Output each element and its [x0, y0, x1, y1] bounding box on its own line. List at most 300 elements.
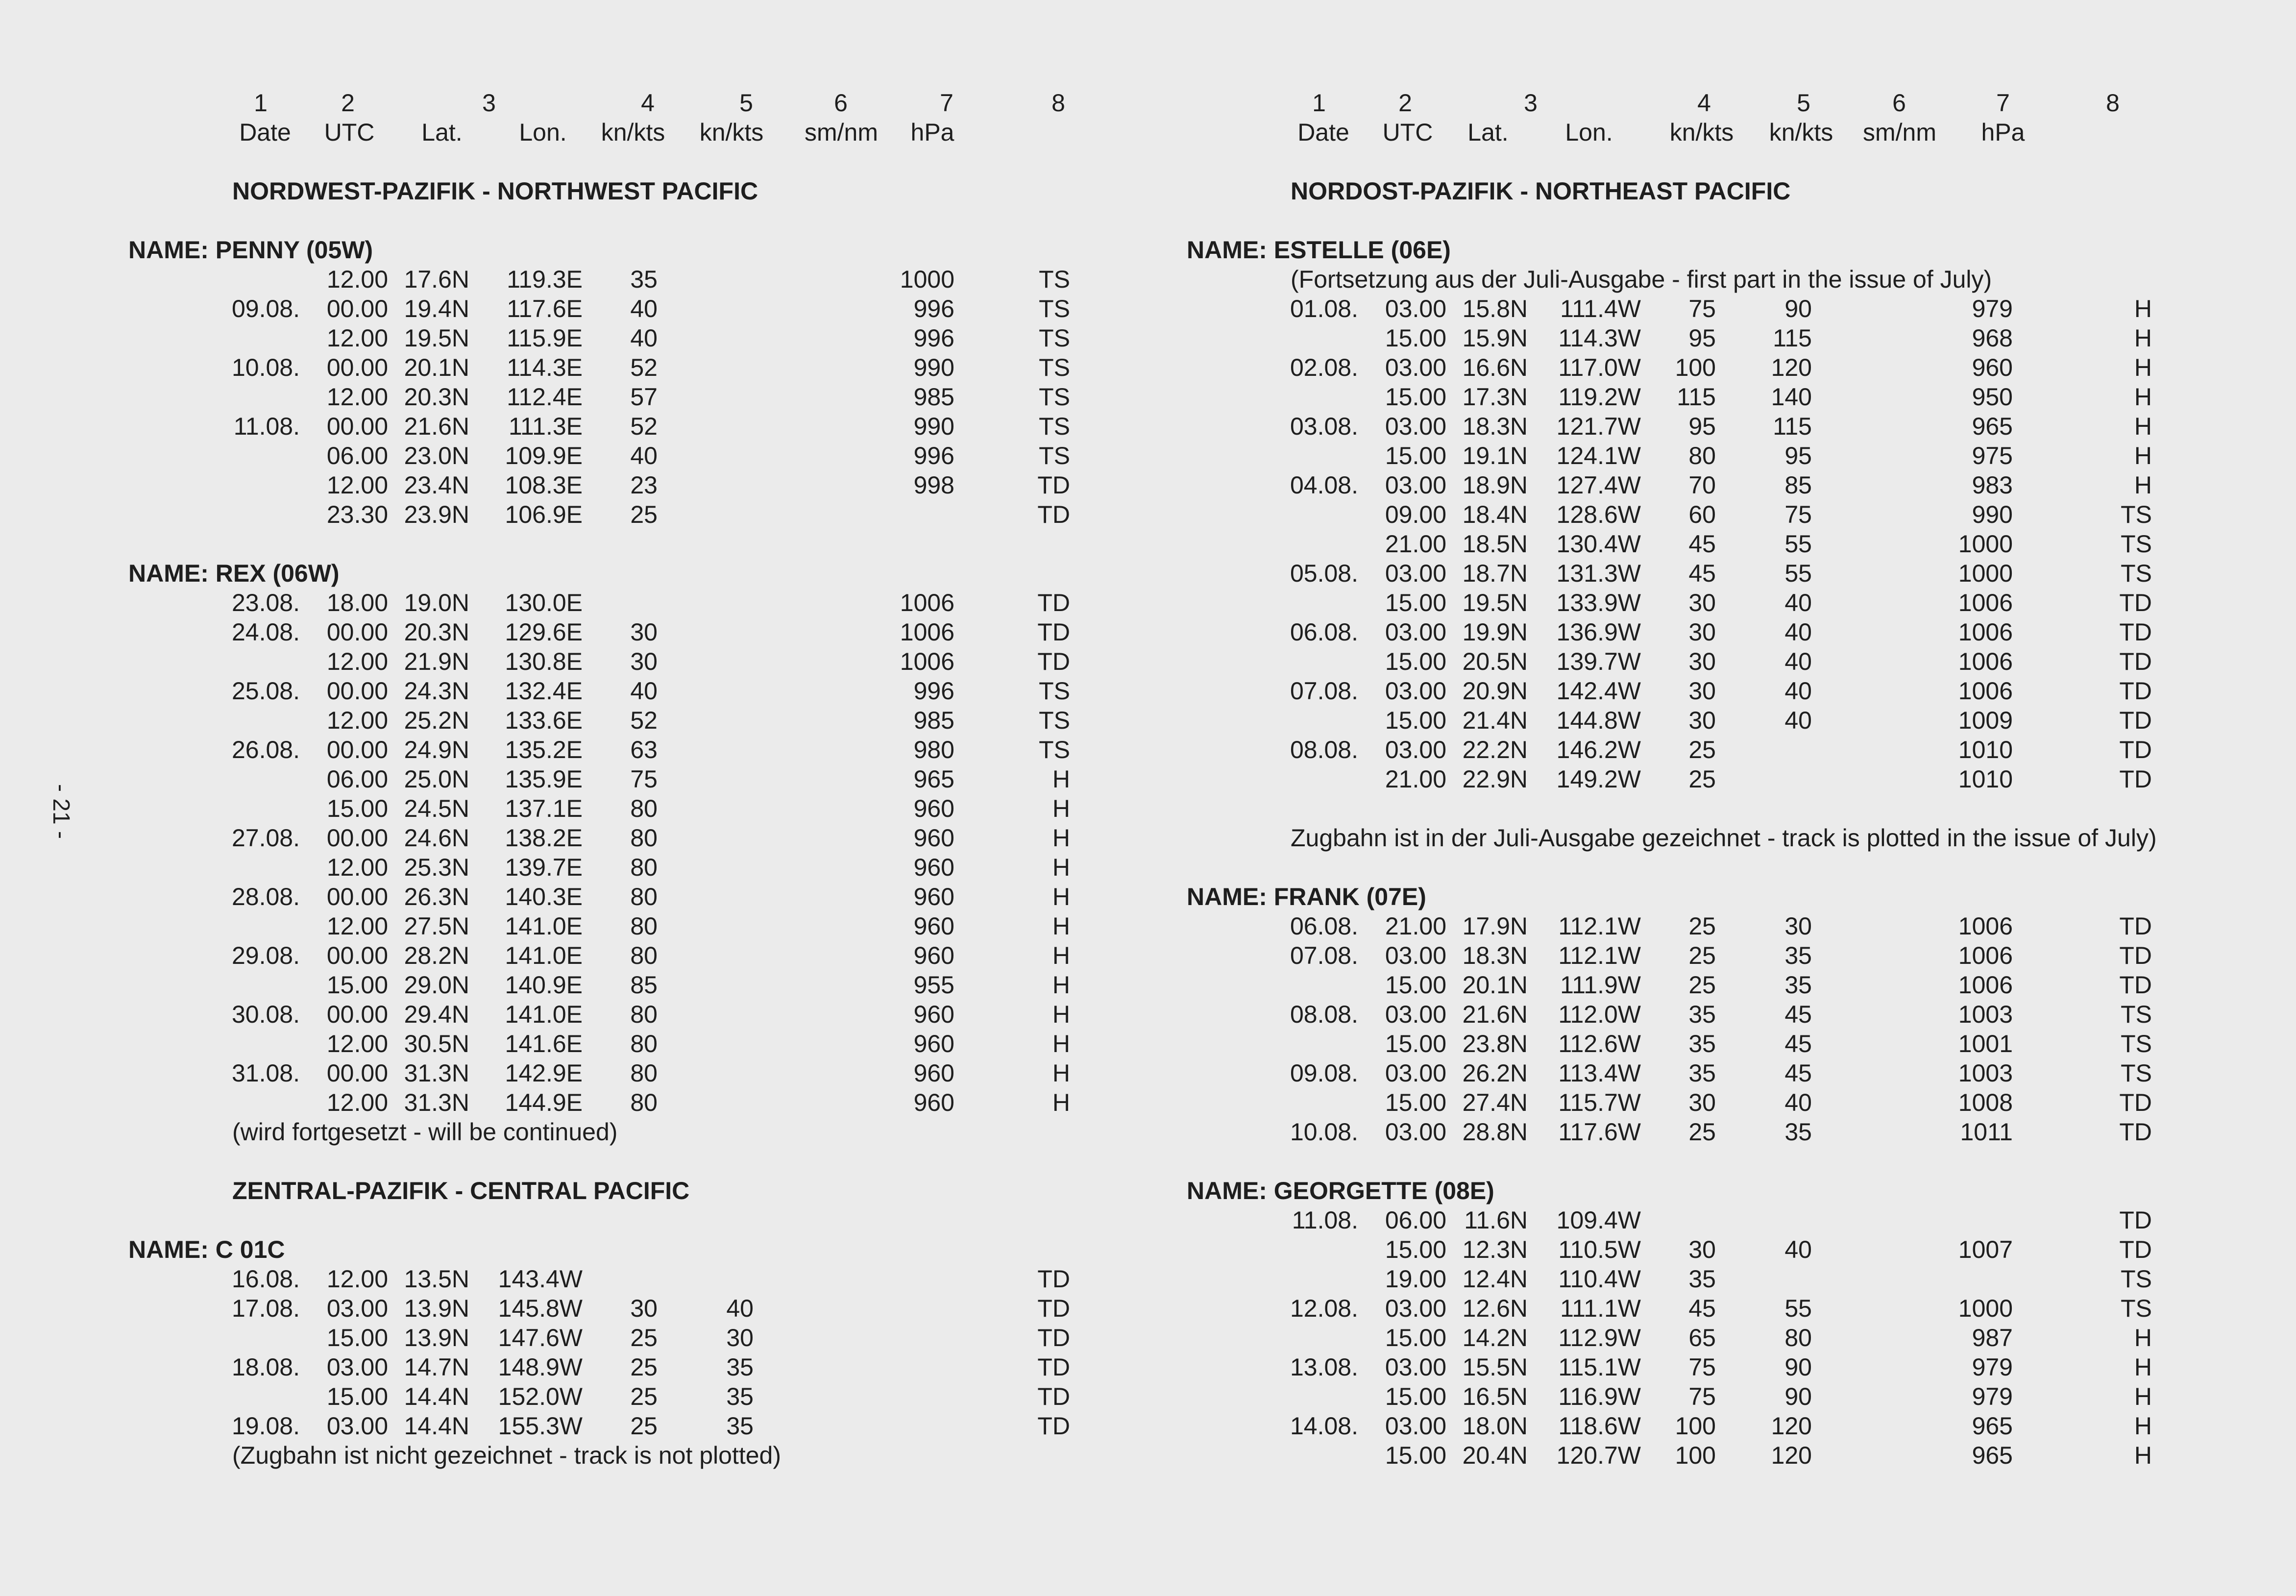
- storm-name: [1058, 235, 2166, 265]
- class-cell: TD: [2119, 1118, 2152, 1146]
- lat-cell: 20.9N: [1462, 677, 1528, 705]
- table-row: [0, 970, 1107, 1000]
- wind-kts-cell: 140: [1771, 383, 1812, 411]
- wind-kn-cell: 100: [1675, 354, 1716, 381]
- wind-kts-cell: 40: [1784, 1236, 1812, 1263]
- lat-cell: 12.3N: [1462, 1236, 1528, 1263]
- lat-cell: 16.6N: [1462, 354, 1528, 381]
- table-row: [0, 1323, 1107, 1352]
- utc-cell: 21.00: [1385, 765, 1446, 793]
- column-label-row: [0, 118, 1107, 147]
- column-number: 8: [1051, 89, 1065, 117]
- class-cell: H: [1052, 1001, 1070, 1028]
- pressure-cell: 1000: [1958, 1295, 2013, 1322]
- wind-kts-cell: 30: [726, 1324, 754, 1351]
- class-cell: TD: [2119, 1236, 2152, 1263]
- wind-kn-cell: 75: [1688, 1383, 1716, 1410]
- wind-kts-cell: 90: [1784, 1353, 1812, 1381]
- lat-cell: 13.5N: [404, 1265, 469, 1293]
- pressure-cell: 960: [1972, 354, 2013, 381]
- wind-kts-cell: 35: [1784, 1118, 1812, 1146]
- lon-cell: 114.3W: [1558, 324, 1641, 352]
- class-cell: H: [2134, 1442, 2152, 1469]
- wind-kn-cell: 25: [630, 1383, 658, 1410]
- pressure-cell: 1006: [1958, 942, 2013, 969]
- pressure-cell: 996: [913, 442, 954, 469]
- class-cell: TD: [2119, 765, 2152, 793]
- lon-cell: 135.9E: [505, 765, 583, 793]
- table-row: [1058, 764, 2166, 794]
- table-row: [1058, 353, 2166, 382]
- lon-cell: 142.9E: [505, 1059, 583, 1087]
- utc-cell: 03.00: [1385, 471, 1446, 499]
- utc-cell: 03.00: [1385, 736, 1446, 763]
- lat-cell: 12.4N: [1462, 1265, 1528, 1293]
- class-cell: TD: [2119, 707, 2152, 734]
- lon-cell: 149.2W: [1556, 765, 1641, 793]
- wind-kn-cell: 40: [630, 677, 658, 705]
- pressure-cell: 1006: [1958, 677, 2013, 705]
- lat-cell: 17.9N: [1462, 912, 1528, 940]
- pressure-cell: 1000: [1958, 560, 2013, 587]
- table-row: [1058, 412, 2166, 441]
- table-row: [0, 794, 1107, 823]
- column-number: 7: [940, 89, 953, 117]
- table-row: [0, 294, 1107, 323]
- lat-cell: 31.3N: [404, 1059, 469, 1087]
- class-cell: H: [1052, 1030, 1070, 1057]
- wind-kn-cell: 25: [630, 1353, 658, 1381]
- class-cell: H: [2134, 1324, 2152, 1351]
- pressure-cell: 985: [913, 707, 954, 734]
- column-label: kn/kts: [1669, 119, 1734, 146]
- lat-cell: 19.4N: [404, 295, 469, 322]
- lat-cell: 29.4N: [404, 1001, 469, 1028]
- table-row: [0, 911, 1107, 941]
- class-cell: H: [2134, 413, 2152, 440]
- utc-cell: 12.00: [326, 648, 388, 675]
- lat-cell: 17.3N: [1462, 383, 1528, 411]
- lon-cell: 136.9W: [1556, 618, 1641, 646]
- lat-cell: 21.4N: [1462, 707, 1528, 734]
- wind-kn-cell: 35: [1688, 1030, 1716, 1057]
- lat-cell: 15.5N: [1462, 1353, 1528, 1381]
- utc-cell: 12.00: [326, 854, 388, 881]
- wind-kts-cell: 55: [1784, 1295, 1812, 1322]
- date-cell: 24.08.: [231, 618, 300, 646]
- wind-kn-cell: 57: [630, 383, 658, 411]
- column-number: 5: [739, 89, 753, 117]
- lat-cell: 18.5N: [1462, 530, 1528, 558]
- lat-cell: 20.3N: [404, 618, 469, 646]
- lat-cell: 24.3N: [404, 677, 469, 705]
- date-cell: 02.08.: [1290, 354, 1358, 381]
- date-cell: 16.08.: [231, 1265, 300, 1293]
- wind-kts-cell: 55: [1784, 530, 1812, 558]
- storm-name: [1058, 882, 2166, 911]
- column-number: 4: [641, 89, 655, 117]
- region-label: NORDOST-PAZIFIK - NORTHEAST PACIFIC: [1291, 177, 1791, 205]
- table-row: [0, 1058, 1107, 1088]
- pressure-cell: 1000: [1958, 530, 2013, 558]
- utc-cell: 15.00: [1385, 1236, 1446, 1263]
- lon-cell: 141.0E: [505, 1001, 583, 1028]
- utc-cell: 15.00: [326, 1383, 388, 1410]
- column-number: 1: [254, 89, 268, 117]
- utc-cell: 03.00: [1385, 1295, 1446, 1322]
- class-cell: TS: [1039, 324, 1070, 352]
- lat-cell: 13.9N: [404, 1295, 469, 1322]
- date-cell: 10.08.: [1290, 1118, 1358, 1146]
- date-cell: 25.08.: [231, 677, 300, 705]
- pressure-cell: 965: [1972, 413, 2013, 440]
- date-cell: 09.08.: [231, 295, 300, 322]
- wind-kts-cell: 45: [1784, 1001, 1812, 1028]
- pressure-cell: 996: [913, 324, 954, 352]
- table-row: [0, 676, 1107, 706]
- table-row: [0, 823, 1107, 853]
- column-label: sm/nm: [1863, 119, 1936, 146]
- column-number: 6: [1892, 89, 1906, 117]
- table-row: [1058, 617, 2166, 647]
- lon-cell: 130.0E: [505, 589, 583, 616]
- wind-kn-cell: 25: [630, 1412, 658, 1440]
- lon-cell: 112.1W: [1558, 942, 1641, 969]
- class-cell: TS: [1039, 442, 1070, 469]
- wind-kn-cell: 80: [630, 854, 658, 881]
- lon-cell: 129.6E: [505, 618, 583, 646]
- date-cell: 09.08.: [1290, 1059, 1358, 1087]
- lon-cell: 119.3E: [507, 266, 583, 293]
- lon-cell: 140.3E: [505, 883, 583, 910]
- lat-cell: 24.9N: [404, 736, 469, 763]
- wind-kn-cell: 80: [630, 1089, 658, 1116]
- lat-cell: 18.3N: [1462, 413, 1528, 440]
- lon-cell: 109.9E: [505, 442, 583, 469]
- column-label: kn/kts: [699, 119, 764, 146]
- class-cell: TD: [2119, 1089, 2152, 1116]
- pressure-cell: 960: [913, 1030, 954, 1057]
- lat-cell: 19.5N: [1462, 589, 1528, 616]
- lat-cell: 14.4N: [404, 1383, 469, 1410]
- lat-cell: 20.3N: [404, 383, 469, 411]
- pressure-cell: 960: [913, 795, 954, 822]
- wind-kts-cell: 85: [1784, 471, 1812, 499]
- table-row: [0, 1411, 1107, 1441]
- wind-kts-cell: 40: [1784, 648, 1812, 675]
- name-label: NAME: FRANK (07E): [1187, 883, 1426, 910]
- class-cell: TD: [2119, 618, 2152, 646]
- table-row: [0, 735, 1107, 764]
- storm-name: [0, 1235, 1107, 1264]
- class-cell: H: [1052, 883, 1070, 910]
- lon-cell: 112.4E: [507, 383, 583, 411]
- column-label: Lat.: [421, 119, 463, 146]
- lon-cell: 108.3E: [505, 471, 583, 499]
- table-row: [1058, 911, 2166, 941]
- lat-cell: 14.2N: [1462, 1324, 1528, 1351]
- class-cell: H: [1052, 854, 1070, 881]
- class-cell: TD: [1037, 1265, 1070, 1293]
- column-label: Lon.: [519, 119, 567, 146]
- wind-kn-cell: 45: [1688, 530, 1716, 558]
- wind-kn-cell: 65: [1688, 1324, 1716, 1351]
- lat-cell: 16.5N: [1462, 1383, 1528, 1410]
- wind-kn-cell: 40: [630, 295, 658, 322]
- wind-kts-cell: 35: [726, 1383, 754, 1410]
- wind-kn-cell: 75: [1688, 295, 1716, 322]
- utc-cell: 00.00: [326, 354, 388, 381]
- date-cell: 05.08.: [1290, 560, 1358, 587]
- pressure-cell: 1009: [1958, 707, 2013, 734]
- column-number: 8: [2106, 89, 2120, 117]
- utc-cell: 15.00: [1385, 1089, 1446, 1116]
- wind-kn-cell: 70: [1688, 471, 1716, 499]
- pressure-cell: 965: [913, 765, 954, 793]
- storm-name: [0, 235, 1107, 265]
- pressure-cell: 1000: [900, 266, 954, 293]
- wind-kn-cell: 40: [630, 442, 658, 469]
- region-heading: [1058, 176, 2166, 206]
- class-cell: H: [1052, 912, 1070, 940]
- column-label: UTC: [1382, 119, 1433, 146]
- wind-kts-cell: 30: [1784, 912, 1812, 940]
- lon-cell: 144.9E: [505, 1089, 583, 1116]
- utc-cell: 03.00: [1385, 354, 1446, 381]
- wind-kts-cell: 40: [1784, 707, 1812, 734]
- utc-cell: 03.00: [1385, 1118, 1446, 1146]
- table-row: [1058, 500, 2166, 529]
- wind-kts-cell: 35: [1784, 942, 1812, 969]
- date-cell: 23.08.: [231, 589, 300, 616]
- column-number-row: [1058, 88, 2166, 118]
- lon-cell: 112.6W: [1558, 1030, 1641, 1057]
- date-cell: 03.08.: [1290, 413, 1358, 440]
- table-row: [0, 1088, 1107, 1117]
- storm-name: [1058, 1176, 2166, 1205]
- lon-cell: 143.4W: [498, 1265, 583, 1293]
- column-number: 4: [1697, 89, 1711, 117]
- utc-cell: 12.00: [326, 1265, 388, 1293]
- date-cell: 08.08.: [1290, 1001, 1358, 1028]
- table-row: [1058, 1382, 2166, 1411]
- class-cell: H: [2134, 295, 2152, 322]
- pressure-cell: 1006: [1958, 589, 2013, 616]
- lon-cell: 115.7W: [1558, 1089, 1641, 1116]
- utc-cell: 12.00: [326, 471, 388, 499]
- wind-kn-cell: 23: [630, 471, 658, 499]
- lat-cell: 26.3N: [404, 883, 469, 910]
- region-heading: [0, 176, 1107, 206]
- table-row: [1058, 1235, 2166, 1264]
- lat-cell: 18.7N: [1462, 560, 1528, 587]
- pressure-cell: 960: [913, 854, 954, 881]
- table-row: [1058, 1264, 2166, 1294]
- table-row: [1058, 1058, 2166, 1088]
- utc-cell: 15.00: [1385, 648, 1446, 675]
- wind-kts-cell: 90: [1784, 1383, 1812, 1410]
- lon-cell: 110.5W: [1558, 1236, 1641, 1263]
- class-cell: H: [1052, 942, 1070, 969]
- note-label: Zugbahn ist in der Juli-Ausgabe gezeichnet - track is plotted in the issue of July): [1291, 824, 2157, 852]
- wind-kn-cell: 30: [630, 1295, 658, 1322]
- table-row: [0, 1029, 1107, 1058]
- pressure-cell: 960: [913, 883, 954, 910]
- lon-cell: 117.6E: [507, 295, 583, 322]
- pressure-cell: 955: [913, 971, 954, 999]
- lon-cell: 120.7W: [1556, 1442, 1641, 1469]
- table-row: [1058, 1117, 2166, 1147]
- table-row: [0, 853, 1107, 882]
- pressure-cell: 996: [913, 295, 954, 322]
- lon-cell: 113.4W: [1558, 1059, 1641, 1087]
- class-cell: TS: [2121, 1001, 2152, 1028]
- lat-cell: 28.8N: [1462, 1118, 1528, 1146]
- lat-cell: 25.2N: [404, 707, 469, 734]
- note-label: (Zugbahn ist nicht gezeichnet - track is not plotted): [232, 1442, 782, 1469]
- table-row: [1058, 676, 2166, 706]
- utc-cell: 23.30: [326, 501, 388, 528]
- lat-cell: 29.0N: [404, 971, 469, 999]
- lon-cell: 152.0W: [498, 1383, 583, 1410]
- pressure-cell: 998: [913, 471, 954, 499]
- class-cell: H: [2134, 383, 2152, 411]
- lon-cell: 138.2E: [505, 824, 583, 852]
- wind-kn-cell: 35: [1688, 1059, 1716, 1087]
- pressure-cell: 996: [913, 677, 954, 705]
- wind-kn-cell: 30: [1688, 677, 1716, 705]
- lat-cell: 20.4N: [1462, 1442, 1528, 1469]
- wind-kn-cell: 52: [630, 707, 658, 734]
- date-cell: 12.08.: [1290, 1295, 1358, 1322]
- note-label: (Fortsetzung aus der Juli-Ausgabe - first part in the issue of July): [1291, 266, 1992, 293]
- utc-cell: 00.00: [326, 883, 388, 910]
- table-row: [1058, 647, 2166, 676]
- lon-cell: 106.9E: [505, 501, 583, 528]
- utc-cell: 00.00: [326, 1059, 388, 1087]
- wind-kts-cell: 75: [1784, 501, 1812, 528]
- date-cell: 14.08.: [1290, 1412, 1358, 1440]
- wind-kn-cell: 80: [1688, 442, 1716, 469]
- wind-kts-cell: 115: [1773, 324, 1812, 352]
- utc-cell: 00.00: [326, 824, 388, 852]
- lat-cell: 22.2N: [1462, 736, 1528, 763]
- class-cell: TS: [1039, 677, 1070, 705]
- table-row: [1058, 1294, 2166, 1323]
- wind-kn-cell: 85: [630, 971, 658, 999]
- utc-cell: 00.00: [326, 677, 388, 705]
- utc-cell: 03.00: [326, 1353, 388, 1381]
- wind-kn-cell: 45: [1688, 1295, 1716, 1322]
- utc-cell: 00.00: [326, 618, 388, 646]
- class-cell: TD: [1037, 589, 1070, 616]
- pressure-cell: 960: [913, 1089, 954, 1116]
- utc-cell: 00.00: [326, 942, 388, 969]
- date-cell: 26.08.: [231, 736, 300, 763]
- class-cell: TS: [2121, 1295, 2152, 1322]
- wind-kts-cell: 90: [1784, 295, 1812, 322]
- table-row: [1058, 735, 2166, 764]
- column-number: 3: [1524, 89, 1538, 117]
- pressure-cell: 965: [1972, 1442, 2013, 1469]
- lon-cell: 132.4E: [505, 677, 583, 705]
- wind-kn-cell: 30: [1688, 589, 1716, 616]
- lat-cell: 23.0N: [404, 442, 469, 469]
- lon-cell: 111.9W: [1560, 971, 1641, 999]
- table-row: [1058, 970, 2166, 1000]
- table-row: [0, 323, 1107, 353]
- name-label: NAME: PENNY (05W): [128, 236, 373, 264]
- lon-cell: 127.4W: [1556, 471, 1641, 499]
- lat-cell: 18.9N: [1462, 471, 1528, 499]
- wind-kts-cell: 35: [726, 1353, 754, 1381]
- wind-kts-cell: 115: [1773, 413, 1812, 440]
- table-row: [0, 764, 1107, 794]
- wind-kn-cell: 80: [630, 824, 658, 852]
- table-row: [1058, 1000, 2166, 1029]
- utc-cell: 15.00: [1385, 324, 1446, 352]
- lat-cell: 19.5N: [404, 324, 469, 352]
- class-cell: TD: [1037, 618, 1070, 646]
- table-row: [1058, 470, 2166, 500]
- table-row: [1058, 382, 2166, 412]
- utc-cell: 03.00: [1385, 295, 1446, 322]
- class-cell: H: [1052, 1089, 1070, 1116]
- column-label: Lat.: [1467, 119, 1509, 146]
- utc-cell: 03.00: [1385, 942, 1446, 969]
- date-cell: 27.08.: [231, 824, 300, 852]
- lat-cell: 27.5N: [404, 912, 469, 940]
- utc-cell: 15.00: [1385, 707, 1446, 734]
- wind-kn-cell: 40: [630, 324, 658, 352]
- class-cell: TD: [1037, 1324, 1070, 1351]
- pressure-cell: 1010: [1958, 765, 2013, 793]
- pressure-cell: 1006: [1958, 912, 2013, 940]
- lat-cell: 24.5N: [404, 795, 469, 822]
- lon-cell: 130.4W: [1556, 530, 1641, 558]
- utc-cell: 03.00: [326, 1295, 388, 1322]
- pressure-cell: 1003: [1958, 1001, 2013, 1028]
- utc-cell: 12.00: [326, 383, 388, 411]
- date-cell: 18.08.: [231, 1353, 300, 1381]
- column-number: 3: [482, 89, 496, 117]
- table-row: [0, 412, 1107, 441]
- class-cell: TS: [1039, 383, 1070, 411]
- lon-cell: 124.1W: [1556, 442, 1641, 469]
- region-label: NORDWEST-PAZIFIK - NORTHWEST PACIFIC: [232, 177, 758, 205]
- date-cell: 10.08.: [231, 354, 300, 381]
- utc-cell: 12.00: [326, 1030, 388, 1057]
- wind-kn-cell: 25: [1688, 765, 1716, 793]
- lon-cell: 112.1W: [1558, 912, 1641, 940]
- lon-cell: 117.6W: [1558, 1118, 1641, 1146]
- name-label: NAME: GEORGETTE (08E): [1187, 1177, 1494, 1204]
- utc-cell: 03.00: [1385, 1059, 1446, 1087]
- lat-cell: 22.9N: [1462, 765, 1528, 793]
- lon-cell: 116.9W: [1558, 1383, 1641, 1410]
- pressure-cell: 1006: [1958, 648, 2013, 675]
- class-cell: H: [1052, 765, 1070, 793]
- lon-cell: 141.0E: [505, 942, 583, 969]
- wind-kn-cell: 75: [1688, 1353, 1716, 1381]
- lon-cell: 111.1W: [1560, 1295, 1641, 1322]
- lon-cell: 147.6W: [498, 1324, 583, 1351]
- wind-kn-cell: 30: [1688, 618, 1716, 646]
- column-number: 1: [1312, 89, 1326, 117]
- wind-kn-cell: 80: [630, 1059, 658, 1087]
- class-cell: TD: [2119, 912, 2152, 940]
- lat-cell: 17.6N: [404, 266, 469, 293]
